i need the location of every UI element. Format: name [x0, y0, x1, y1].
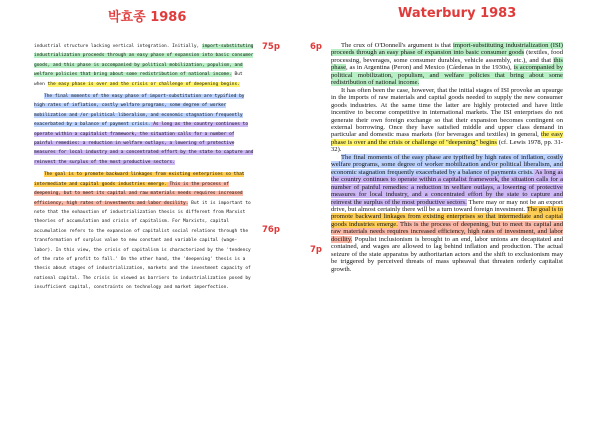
right-p1-highlight-green-3: is accompanied by political mobilization, populism, and welfare policies that bring about some redistribution of national income. [331, 64, 563, 87]
page-label-75p: 75p [262, 42, 280, 52]
left-p1-highlight-yellow: the easy phase is over and the crisis or challenge of deepening begins. [47, 81, 240, 87]
left-p1-highlight-green: import-substituting industrialization proceeds through an easy phase of expansion into basic consumer goods, and this phase is accompanied by political mobilization, populism, and welfare policies that bring about some redistribution of national income. [34, 44, 254, 78]
right-p3-highlight-orange: The goal is to promote backward linkages from existing enterprises so that intermediate and capital goods industries emerge. [331, 205, 563, 228]
right-p1-text-c: (textiles, food processing, beverages, some consumer durables, vehicle assembly, etc.), and that [331, 49, 563, 64]
left-document-column [34, 42, 256, 296]
left-p2-highlight-purple: As long as the country continues to operate within a capitalist framework, the situation calls for a number of painful remedies: a reduction in welfare outlays, a lowering of protective measures for local industry and a concentrated effort by the state to capture and reinvest the surplus of the most productive sectors. [34, 122, 254, 165]
right-p3-highlight-salmon: This is the process of deepening, but to meet its capital and raw materials needs requires increased efficiency, high rates of investment, and labor docility. [331, 220, 563, 243]
right-document-title: Waterbury 1983 [398, 6, 517, 21]
left-paragraph-2 [34, 92, 256, 167]
page-label-76p: 76p [262, 225, 280, 235]
right-document-column [331, 42, 563, 273]
left-p3-highlight-orange: The goal is to promote backward linkages from existing enterprises so that intermediate and capital goods industries emerge. [34, 172, 245, 187]
right-p3-highlight-purple: As long as the country continues to operate within a capitalist framework, the situation calls for a number of painful remedies: a reduction in welfare outlays, a lowering of protective measures for local industry, and a concentrated effort by the state to capture and reinvest the surplus of the most productive sectors. [331, 168, 563, 206]
right-p3-text-f: Populist inclusionism is brought to an end, labor unions are decapitated and contained, and wages are allowed to lag behind inflation and production. The actual seizure of the state apparatus by authoritarian actors and the shift to exclusionism may be triggered by perceived threats of mass upheaval that threaten orderly capitalist growth. [331, 235, 563, 273]
left-p1-text-c: But when [34, 72, 243, 87]
right-p2-highlight-yellow: the easy phase is over and the crisis or challenge of ''deepening'' begins [331, 131, 564, 146]
right-p2-text-a: It has often been the case, however, that the initial stages of ISI provoke an upsurge in the imports of raw materials and capital goods needed to supply the new consumer goods industries. At the same time the latter are highly protected and have little incentive to become competitive in international markets. The ISI enterprises do not generate their own foreign exchange so that their expansion becomes contingent on external borrowing. Once they have satisfied middle and upper class demand in particular and domestic mass markets (for beverages and textiles) in general, [331, 86, 563, 139]
left-paragraph-3 [34, 170, 256, 292]
page-label-6p: 6p [310, 42, 322, 52]
page-label-7p: 7p [310, 245, 322, 255]
right-p1-text-a: The crux of O'Donnell's argument is that [341, 42, 453, 49]
left-document-title: 박효종 1986 [108, 10, 187, 25]
left-paragraph-1 [34, 42, 256, 89]
right-paragraph-2 [331, 87, 563, 154]
left-p3-highlight-salmon: This is the process of deepening, but to meet its capital and raw materials needs requires increased efficiency, high rates of investments and labor docility. [34, 181, 243, 206]
right-paragraph-1 [331, 42, 563, 87]
right-p1-highlight-green-1: import-substituting industrialization (ISI) proceeds through an easy phase of expansion into basic consumer goods [331, 42, 564, 57]
left-p1-text-a: industrial structure lacking vertical integration. Initially, [34, 44, 202, 49]
left-p2-highlight-blue: The final moments of the easy phase of import-substitution are typified by high rates of inflation, costly welfare programs, some degree of worker mobilization and /or political liberalism, and economic stagnation frequently exacerbated by a balance of payment crisis. [34, 94, 245, 128]
right-p3-text-c: There may or may not be an export drive, but almost certainly there will be a turn toward foreign investment. [331, 198, 564, 213]
right-p3-highlight-blue: The final moments of the easy phase are typified by high rates of inflation, costly welfare programs, some degree of worker mobilization and/or political liberalism, and economic stagnation frequently exacerbated by a balance of payments crisis. [331, 153, 563, 176]
left-p3-text-c: But it is important to note that the exhaustion of industrialization thesis is different from Marxist theories of accumulation and crisis of capitalism. For Marxists, capital accumulation refers to the expansion of capitalist social relations through the transformation of surplus value to new constant and variable capital (wage-labor). In this view, the crisis of capitalism is characterized by the 'tendency of the rate of profit to fall.' On the other hand, the 'deepening' thesis is a thesis about stages of industrialization, markets and the investment capacity of national capital. The crisis is viewed as barriers to industrialization posed by insufficient capital, constraints on technology and market imperfection. [34, 200, 251, 291]
right-p2-text-c: (cf. Lewis 1978, pp. 31-32). [331, 138, 563, 154]
right-paragraph-3 [331, 154, 563, 273]
right-p1-text-e: , as in Argentina (Peron) and Mexico (Cárdenas in the 1930s), [346, 64, 514, 72]
right-p1-highlight-green-2: this phase [331, 56, 563, 72]
